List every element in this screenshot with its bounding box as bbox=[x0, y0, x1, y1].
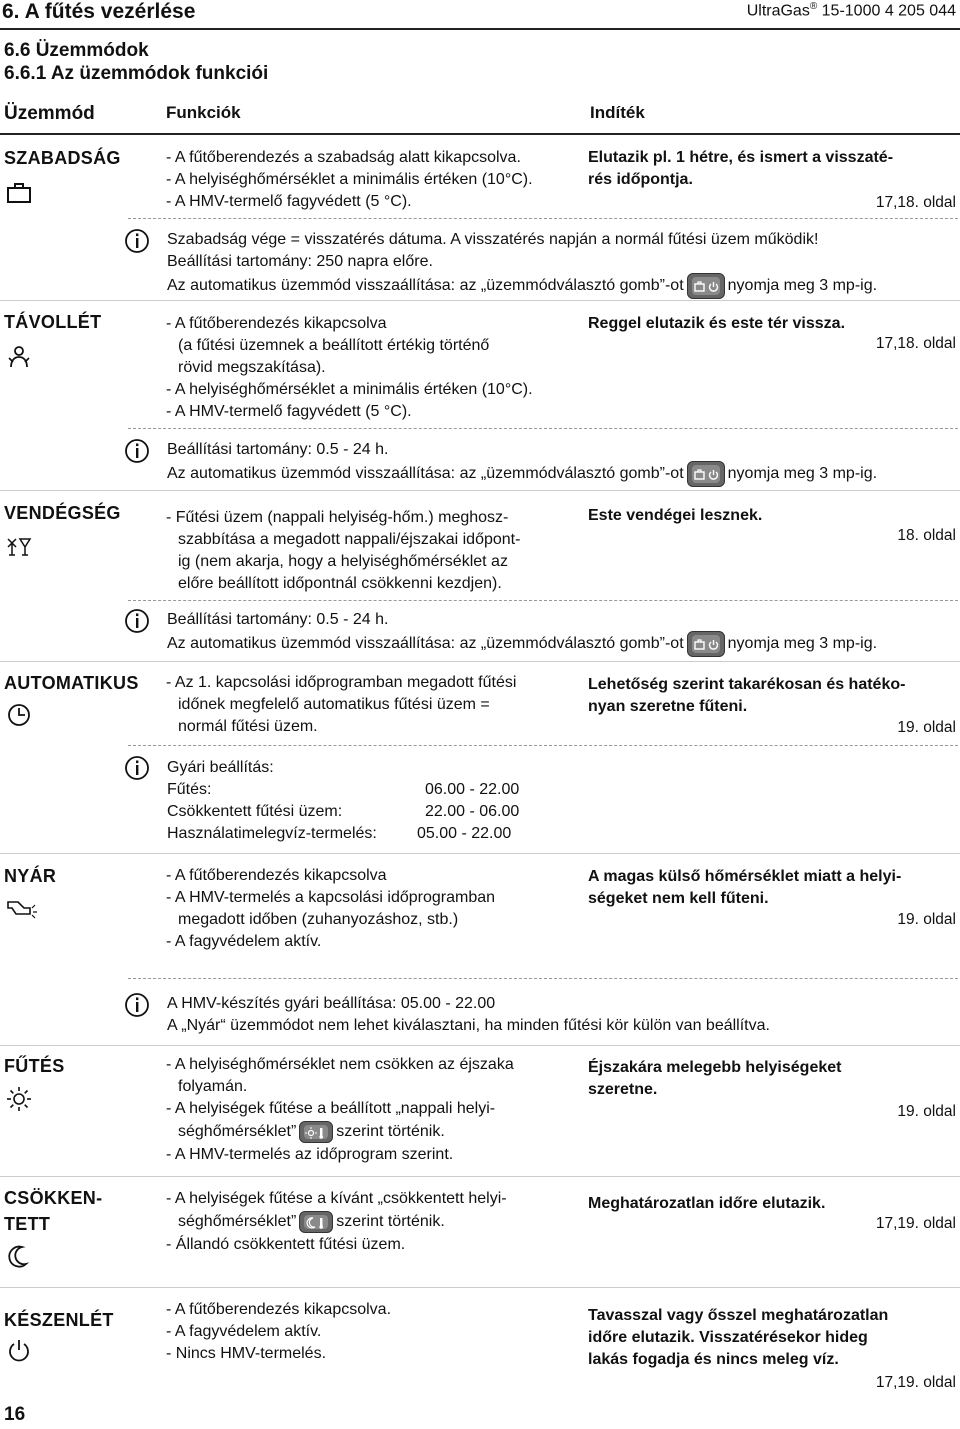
row-separator bbox=[0, 1045, 960, 1046]
section-heading: 6.6 Üzemmódok bbox=[4, 40, 149, 61]
mode-selector-button bbox=[687, 631, 725, 657]
glasses-icon bbox=[6, 535, 32, 561]
page-ref-automatic: 19. oldal bbox=[897, 719, 956, 736]
info-icon bbox=[124, 755, 150, 781]
mode-label-automatic: AUTOMATIKUS bbox=[4, 673, 139, 693]
functions-heating: - A helyiséghőmérséklet nem csökken az éjszaka folyamán. - A helyiségek fűtése a beállított „nappali helyi- séghőmérséklet” szerint történik. - A HMV-termelés az időprogram szerint. bbox=[166, 1056, 514, 1163]
start-party: Este vendégei lesznek. bbox=[588, 507, 763, 524]
row-separator bbox=[0, 853, 960, 854]
row-note-divider bbox=[128, 218, 958, 219]
row-note-divider bbox=[128, 745, 958, 746]
table-header-divider bbox=[0, 133, 960, 135]
functions-holiday: - A fűtőberendezés a szabadság alatt kikapcsolva. - A helyiséghőmérséklet a minimális értéken (10°C). - A HMV-termelő fagyvédett (5 °C). bbox=[166, 149, 533, 210]
mode-label-standby: KÉSZENLÉT bbox=[4, 1310, 114, 1330]
row-note-divider bbox=[128, 978, 958, 979]
info-icon bbox=[124, 608, 150, 634]
start-standby: Tavasszal vagy ősszel meghatározatlan időre elutazik. Visszatérésekor hideg lakás fogadja és nincs meleg víz. bbox=[588, 1307, 889, 1368]
shower-icon bbox=[6, 896, 40, 922]
start-summer: A magas külső hőmérséklet miatt a helyi- ségeket nem kell fűteni. bbox=[588, 868, 902, 907]
mode-label-reduced-2: TETT bbox=[4, 1214, 51, 1234]
start-holiday: Elutazik pl. 1 hétre, és ismert a visszaté- rés időpontja. bbox=[588, 149, 894, 188]
row-separator bbox=[0, 300, 960, 301]
row-note-divider bbox=[128, 428, 958, 429]
page-ref-away: 17,18. oldal bbox=[875, 335, 956, 352]
column-header-functions: Funkciók bbox=[166, 103, 241, 122]
chapter-title: 6. A fűtés vezérlése bbox=[2, 0, 196, 23]
note-away: Beállítási tartomány: 0.5 - 24 h. Az automatikus üzemmód visszaállítása: az „üzemmódválasztó gomb”-ot nyomja meg 3 mp-ig. bbox=[167, 439, 877, 487]
functions-automatic: - Az 1. kapcsolási időprogramban megadott fűtési időnek megfelelő automatikus fűtési üzem = normál fűtési üzem. bbox=[166, 674, 517, 735]
row-separator bbox=[0, 1176, 960, 1177]
page-ref-holiday: 17,18. oldal bbox=[875, 194, 956, 211]
suitcase-icon bbox=[6, 180, 32, 206]
start-reduced: Meghatározatlan időre elutazik. bbox=[588, 1195, 826, 1212]
functions-reduced: - A helyiségek fűtése a kívánt „csökkentett helyi- séghőmérséklet” szerint történik. - Állandó csökkentett fűtési üzem. bbox=[166, 1190, 507, 1253]
note-party: Beállítási tartomány: 0.5 - 24 h. Az automatikus üzemmód visszaállítása: az „üzemmódválasztó gomb”-ot nyomja meg 3 mp-ig. bbox=[167, 609, 877, 657]
subsection-heading: 6.6.1 Az üzemmódok funkciói bbox=[4, 63, 269, 84]
start-away: Reggel elutazik és este tér vissza. bbox=[588, 315, 846, 332]
note-summer: A HMV-készítés gyári beállítása: 05.00 - 22.00 A „Nyár“ üzemmódot nem lehet kiválasztani, ha minden fűtési kör külön van beállítva. bbox=[167, 995, 770, 1034]
page-ref-standby: 17,19. oldal bbox=[875, 1374, 956, 1391]
clock-icon bbox=[6, 702, 32, 728]
mode-selector-button bbox=[687, 461, 725, 487]
column-header-start: Indíték bbox=[590, 103, 645, 122]
note-holiday: Szabadság vége = visszatérés dátuma. A visszatérés napján a normál fűtési üzem működik! Beállítási tartomány: 250 napra előre. Az automatikus üzemmód visszaállítása: az „üzemmódválasztó gomb”-ot nyomja meg 3 mp-ig. bbox=[167, 229, 877, 299]
night-temperature-button bbox=[299, 1211, 333, 1233]
moon-icon bbox=[6, 1244, 32, 1270]
start-heating: Éjszakára melegebb helyiségeket szeretne. bbox=[588, 1059, 842, 1098]
mode-selector-button bbox=[687, 273, 725, 299]
page-ref-party: 18. oldal bbox=[897, 527, 956, 544]
functions-standby: - A fűtőberendezés kikapcsolva. - A fagyvédelem aktív. - Nincs HMV-termelés. bbox=[166, 1301, 392, 1362]
info-icon bbox=[124, 992, 150, 1018]
functions-away: - A fűtőberendezés kikapcsolva (a fűtési üzemnek a beállított értékig történő rövid megszakítása). - A helyiséghőmérséklet a minimális értéken (10°C). - A HMV-termelő fagyvédett (5 °C). bbox=[166, 315, 533, 420]
page-number: 16 bbox=[4, 1404, 26, 1425]
info-icon bbox=[124, 438, 150, 464]
functions-summer: - A fűtőberendezés kikapcsolva - A HMV-termelés a kapcsolási időprogramban megadott időben (zuhanyozáshoz, stb.) - A fagyvédelem aktív. bbox=[166, 867, 496, 950]
page-ref-heating: 19. oldal bbox=[897, 1103, 956, 1120]
start-automatic: Lehetőség szerint takarékosan és hatéko- nyan szeretne fűteni. bbox=[588, 676, 906, 715]
column-header-mode: Üzemmód bbox=[4, 103, 95, 124]
mode-label-summer: NYÁR bbox=[4, 866, 57, 886]
mode-label-heating: FŰTÉS bbox=[4, 1056, 65, 1076]
info-icon bbox=[124, 228, 150, 254]
row-separator bbox=[0, 490, 960, 491]
mode-label-reduced: CSÖKKEN- bbox=[4, 1188, 103, 1208]
page-ref-reduced: 17,19. oldal bbox=[875, 1215, 956, 1232]
mode-label-holiday: SZABADSÁG bbox=[4, 148, 121, 168]
row-note-divider bbox=[128, 600, 958, 601]
page-ref-summer: 19. oldal bbox=[897, 911, 956, 928]
row-separator bbox=[0, 1287, 960, 1288]
note-automatic: Gyári beállítás: Fűtés: 06.00 - 22.00 Csökkentett fűtési üzem: 22.00 - 06.00 Használatimelegvíz-termelés: 05.00 - 22.00 bbox=[167, 759, 520, 842]
mode-label-party: VENDÉGSÉG bbox=[4, 503, 121, 523]
header-divider bbox=[0, 28, 960, 30]
row-separator bbox=[0, 661, 960, 662]
mode-label-away: TÁVOLLÉT bbox=[4, 312, 102, 332]
functions-party: - Fűtési üzem (nappali helyiség-hőm.) meghosz- szabbítása a megadott nappali/éjszakai időpont- ig (nem akarja, hogy a helyiséghőmérséklet az előre beállított időpontnál csökkenni kezdjen). bbox=[166, 509, 521, 592]
day-temperature-button bbox=[299, 1121, 333, 1143]
person-away-icon bbox=[6, 344, 32, 370]
document-reference: UltraGas® 15-1000 4 205 044 bbox=[746, 1, 956, 20]
sun-icon bbox=[6, 1086, 32, 1112]
power-icon bbox=[6, 1338, 32, 1364]
